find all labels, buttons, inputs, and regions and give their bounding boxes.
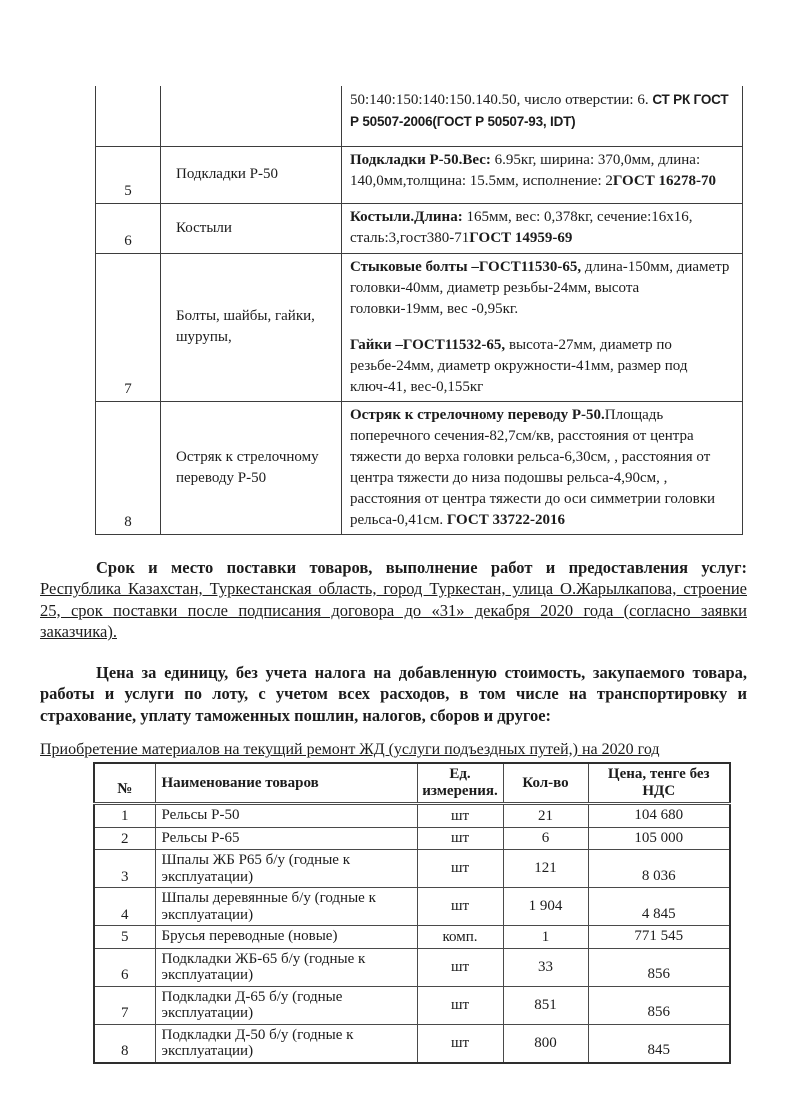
item-name: Костыли [161, 203, 342, 253]
text-segment: Площадь поперечного сечения-82,7см/кв, расстояния от центра тяжести до верха головки рельса-6,30см, , расстояния от центра тяжести до низа подошвы рельса-4,90см, , расстояния от центра тяжести до оси симметрии головки рельса-0,41см. [350, 406, 716, 528]
row-number: 5 [94, 926, 155, 949]
price-value: 845 [588, 1024, 730, 1063]
quantity: 33 [503, 948, 588, 986]
description-paragraph [350, 257, 732, 320]
price-value: 856 [588, 948, 730, 986]
text-segment: 6.95кг, ширина: 370,0мм, длина: 140,0мм,толщина: 15.5мм, исполнение: 2 [350, 151, 701, 189]
price-value: 771 545 [588, 926, 730, 949]
spec-table-row [96, 146, 743, 203]
price-table-row [94, 926, 730, 949]
text-segment: СТ РК ГОСТ Р 50507-2006(ГОСТ Р 50507-93, IDT) [350, 92, 729, 129]
price-table-row [94, 827, 730, 850]
price-value: 104 680 [588, 804, 730, 828]
price-table-row [94, 986, 730, 1024]
text-segment: Костыли.Длина: [350, 208, 463, 225]
price-table-header-row [94, 763, 730, 804]
quantity: 121 [503, 850, 588, 888]
unit-of-measure: шт [417, 888, 503, 926]
quantity: 1 904 [503, 888, 588, 926]
price-value: 856 [588, 986, 730, 1024]
procurement-heading [40, 739, 747, 760]
header-number: № [94, 763, 155, 804]
text-segment: Гайки –ГОСТ11532-65, [350, 336, 506, 353]
text-segment: Подкладки Р-50.Вес: [350, 151, 491, 168]
text-segment: Республика Казахстан, Туркестанская область, город Туркестан, улица О.Жарылкапова, строение 25, срок поставки после подписания договора до «31» декабря 2020 года (согласно заявки заказчика). [40, 579, 747, 641]
price-value: 105 000 [588, 827, 730, 850]
item-name: Шпалы деревянные б/у (годные к эксплуатации) [155, 888, 417, 926]
quantity: 6 [503, 827, 588, 850]
item-description [342, 401, 743, 534]
item-description [342, 203, 743, 253]
price-table-row [94, 804, 730, 828]
description-paragraph [350, 89, 732, 133]
item-name: Подкладки Р-50 [161, 146, 342, 203]
header-quantity: Кол-во [503, 763, 588, 804]
quantity: 851 [503, 986, 588, 1024]
text-segment: Приобретение материалов на текущий ремонт ЖД (услуги подъездных путей,) на 2020 год [40, 741, 660, 758]
price-table-row [94, 948, 730, 986]
text-segment: длина-150мм, диаметр головки-40мм, диаметр резьбы-24мм, высота головки-19мм, вес -0,95кг. [350, 258, 730, 317]
item-name: Остряк к стрелочному переводу Р-50 [161, 401, 342, 534]
row-number: 6 [96, 203, 161, 253]
unit-of-measure: шт [417, 804, 503, 828]
header-price: Цена, тенге без НДС [588, 763, 730, 804]
text-segment: ГОСТ 14959-69 [469, 229, 573, 246]
text-segment: Срок и место поставки товаров, выполнение работ и предоставления услуг: [96, 557, 747, 577]
unit-of-measure: комп. [417, 926, 503, 949]
row-number: 8 [94, 1024, 155, 1063]
price-table-row [94, 1024, 730, 1063]
row-number: 3 [94, 850, 155, 888]
spec-table-row [96, 401, 743, 534]
header-item-name: Наименование товаров [155, 763, 417, 804]
specification-table [95, 86, 743, 535]
row-number: 7 [96, 253, 161, 401]
quantity: 1 [503, 926, 588, 949]
row-number: 6 [94, 948, 155, 986]
unit-of-measure: шт [417, 986, 503, 1024]
description-paragraph [350, 207, 732, 249]
item-name: Рельсы Р-65 [155, 827, 417, 850]
row-number: 5 [96, 146, 161, 203]
row-number: 7 [94, 986, 155, 1024]
item-name: Шпалы ЖБ Р65 б/у (годные к эксплуатации) [155, 850, 417, 888]
price-table-row [94, 850, 730, 888]
spec-table-row [96, 203, 743, 253]
text-segment: 50:140:150:140:150.140.50, число отверстии: 6. [350, 92, 653, 108]
price-list-table [93, 762, 731, 1064]
text-segment: ГОСТ 16278-70 [612, 172, 716, 189]
text-segment: ГОСТ 33722-2016 [446, 511, 565, 528]
description-paragraph [350, 405, 732, 531]
row-number: 2 [94, 827, 155, 850]
description-paragraph [350, 335, 732, 398]
header-unit: Ед. измерения. [417, 763, 503, 804]
item-description [342, 146, 743, 203]
item-name [161, 86, 342, 146]
item-description [342, 86, 743, 146]
item-name: Болты, шайбы, гайки, шурупы, [161, 253, 342, 401]
spec-table-row [96, 253, 743, 401]
row-number: 1 [94, 804, 155, 828]
price-table-row [94, 888, 730, 926]
row-number: 8 [96, 401, 161, 534]
text-segment: Остряк к стрелочному переводу Р-50. [350, 406, 605, 423]
quantity: 800 [503, 1024, 588, 1063]
item-name: Подкладки ЖБ-65 б/у (годные к эксплуатации) [155, 948, 417, 986]
item-name: Подкладки Д-50 б/у (годные к эксплуатации) [155, 1024, 417, 1063]
unit-of-measure: шт [417, 827, 503, 850]
unit-of-measure: шт [417, 1024, 503, 1063]
item-description [342, 253, 743, 401]
item-name: Брусья переводные (новые) [155, 926, 417, 949]
unit-of-measure: шт [417, 948, 503, 986]
item-name: Рельсы Р-50 [155, 804, 417, 828]
text-segment: 165мм, вес: 0,378кг, сечение:16х16, сталь:3,гост380-71 [350, 208, 693, 246]
price-value: 8 036 [588, 850, 730, 888]
delivery-terms-paragraph [40, 557, 747, 643]
unit-of-measure: шт [417, 850, 503, 888]
description-paragraph [350, 150, 732, 192]
unit-price-paragraph [40, 662, 747, 727]
row-number: 4 [94, 888, 155, 926]
text-segment: Стыковые болты –ГОСТ11530-65, [350, 258, 582, 275]
quantity: 21 [503, 804, 588, 828]
price-value: 4 845 [588, 888, 730, 926]
row-number [96, 86, 161, 146]
text-segment: Цена за единицу, без учета налога на добавленную стоимость, закупаемого товара, работы и услуги по лоту, с учетом всех расходов, в том числе на транспортировку и страхование, уплату таможенных пошлин, налогов, сборов и другое: [40, 662, 747, 725]
spec-table-row [96, 86, 743, 146]
text-segment: высота-27мм, диаметр по резьбе-24мм, диаметр окружности-41мм, размер под ключ-41, вес-0,155кг [350, 336, 688, 395]
item-name: Подкладки Д-65 б/у (годные эксплуатации) [155, 986, 417, 1024]
